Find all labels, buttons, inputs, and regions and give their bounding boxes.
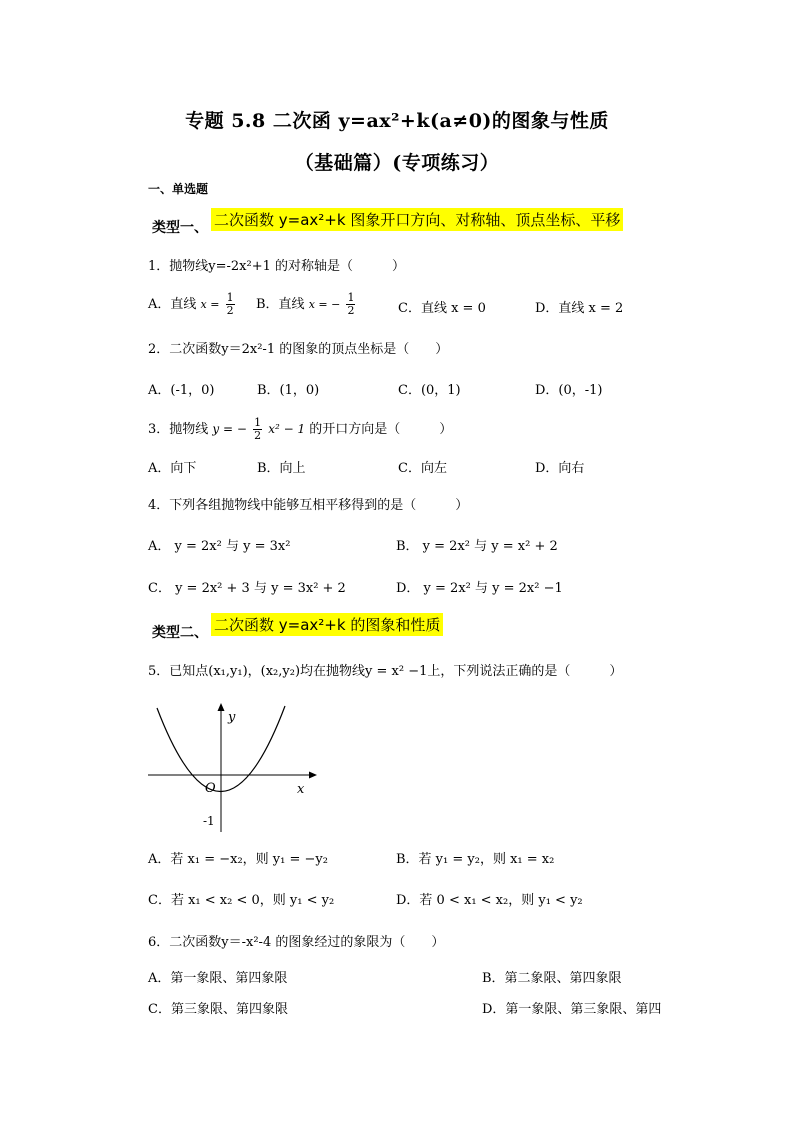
question-2-option-a: A．(-1，0): [148, 383, 215, 398]
graph-origin-label: O: [205, 781, 216, 796]
question-5-stem: 5．已知点(x₁,y₁)，(x₂,y₂)均在抛物线y = x² −1上，下列说法正确的是（ ）: [148, 664, 623, 679]
question-1-stem: 1．抛物线y=-2x²+1 的对称轴是（ ）: [148, 259, 406, 274]
q3-expr-right: x² − 1: [268, 422, 306, 436]
q3-fraction: [253, 417, 262, 442]
question-6-option-b: B．第二象限、第四象限: [482, 971, 622, 986]
graph-x-label: x: [297, 782, 305, 797]
question-6-option-c: C．第三象限、第四象限: [148, 1002, 288, 1017]
q1-a-var: x =: [200, 298, 220, 311]
question-4-stem: 4．下列各组抛物线中能够互相平移得到的是（ ）: [148, 498, 469, 513]
question-5-option-b: B．若 y₁ = y₂，则 x₁ = x₂: [396, 852, 555, 867]
parabola-graph: [145, 700, 325, 835]
graph-y-label: y: [228, 710, 236, 725]
question-2-option-d: D．(0，-1): [535, 383, 603, 398]
q1-b-prefix: B．直线: [256, 297, 305, 312]
q1-b-numerator: 1: [347, 291, 355, 304]
y-axis-arrow-icon: [218, 703, 225, 711]
question-3-option-c: C．向左: [398, 461, 447, 476]
question-5-option-d: D．若 0 < x₁ < x₂，则 y₁ < y₂: [396, 893, 583, 908]
question-1-option-a: [148, 292, 237, 317]
question-2-option-c: C．(0，1): [398, 383, 461, 398]
question-3-stem: [148, 417, 452, 442]
q3-numerator: 1: [254, 416, 262, 429]
category-2-label: 类型二、: [152, 625, 208, 641]
category-1-label: 类型一、: [152, 220, 208, 236]
question-4-option-b: B． y = 2x² 与 y = x² + 2: [396, 539, 558, 554]
question-4-option-c: C． y = 2x² + 3 与 y = 3x² + 2: [148, 581, 346, 596]
question-6-option-d: D．第一象限、第三象限、第四: [482, 1002, 662, 1017]
category-1-highlight: 二次函数 y=ax²+k 图象开口方向、对称轴、顶点坐标、平移: [211, 208, 623, 231]
question-1-option-d: D．直线 x = 2: [535, 301, 624, 316]
x-axis-arrow-icon: [309, 772, 317, 779]
graph-minus-one-label: -1: [203, 814, 215, 828]
section-label: 一、单选题: [148, 182, 209, 196]
question-3-option-b: B．向上: [257, 461, 306, 476]
q1-b-fraction: [346, 292, 355, 317]
question-1-option-b: [256, 292, 357, 317]
q3-expr-left: y = −: [212, 422, 247, 436]
q1-a-denominator: 2: [226, 304, 234, 317]
q3-prefix: 3．抛物线: [148, 422, 209, 437]
q1-a-prefix: A．直线: [148, 297, 197, 312]
q3-suffix: 的开口方向是（ ）: [309, 422, 453, 437]
question-4-option-a: A． y = 2x² 与 y = 3x²: [148, 539, 291, 554]
question-2-option-b: B．(1，0): [257, 383, 320, 398]
q1-b-denominator: 2: [347, 304, 355, 317]
question-6-option-a: A．第一象限、第四象限: [148, 971, 288, 986]
question-4-option-d: D． y = 2x² 与 y = 2x² −1: [396, 581, 563, 596]
title-line-1: 专题 5.8 二次函 y=ax²+k(a≠0)的图象与性质: [185, 110, 609, 132]
category-2-highlight: 二次函数 y=ax²+k 的图象和性质: [211, 613, 443, 636]
question-3-option-a: A．向下: [148, 461, 197, 476]
q1-b-var: x = −: [308, 298, 341, 311]
question-5-option-a: A．若 x₁ = −x₂，则 y₁ = −y₂: [148, 852, 328, 867]
q3-denominator: 2: [254, 429, 262, 442]
q1-a-numerator: 1: [226, 291, 234, 304]
question-1-option-c: C．直线 x = 0: [398, 301, 486, 316]
question-2-stem: 2．二次函数y＝2x²-1 的图象的顶点坐标是（ ）: [148, 342, 449, 357]
title-line-2: （基础篇）(专项练习）: [294, 152, 500, 174]
q1-a-fraction: [226, 292, 235, 317]
question-5-option-c: C．若 x₁ < x₂ < 0，则 y₁ < y₂: [148, 893, 335, 908]
question-6-stem: 6．二次函数y＝-x²-4 的图象经过的象限为（ ）: [148, 935, 445, 950]
question-3-option-d: D．向右: [535, 461, 585, 476]
